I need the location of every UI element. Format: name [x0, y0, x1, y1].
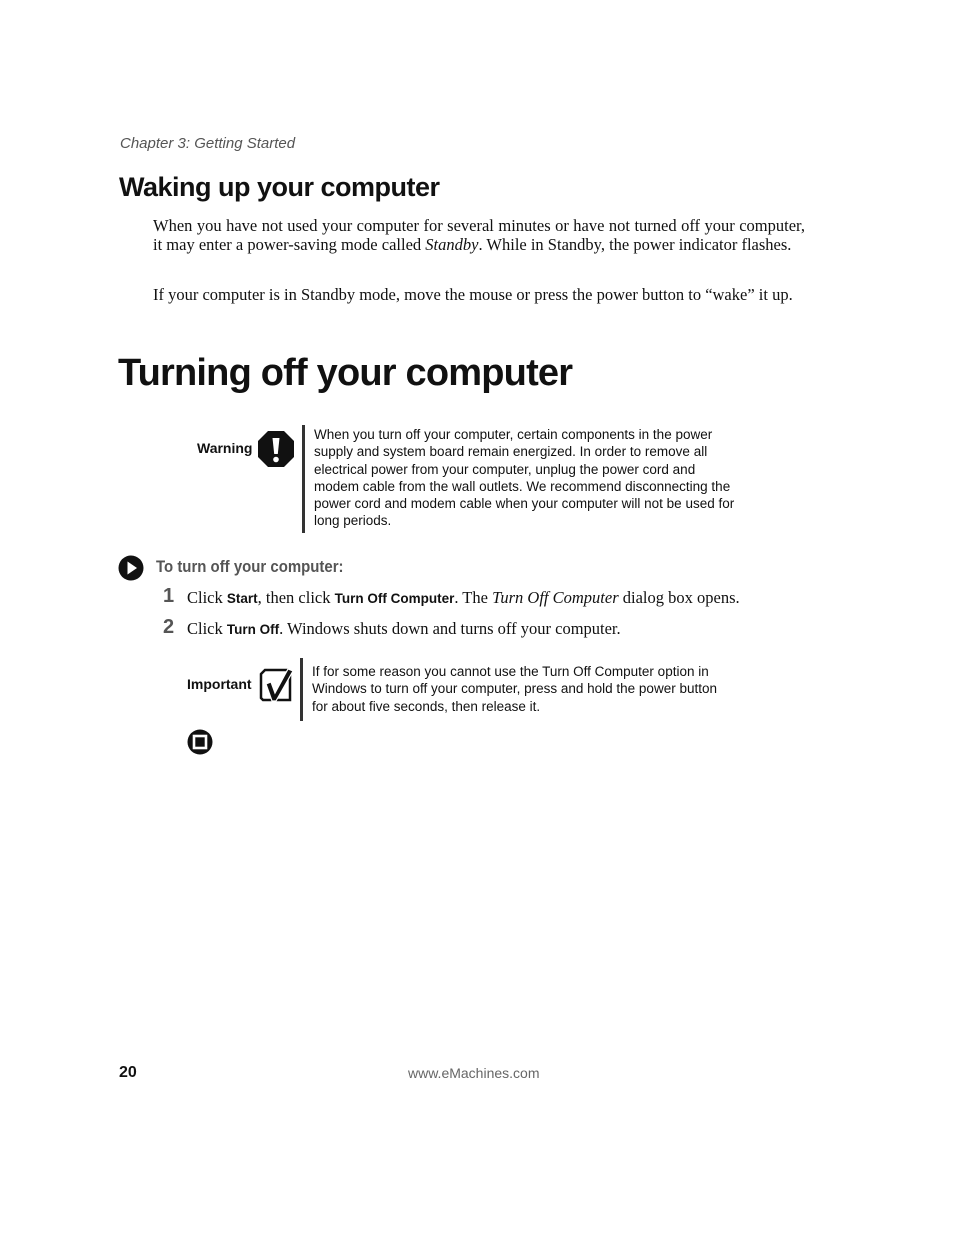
warning-divider — [302, 425, 305, 533]
procedure-title: To turn off your computer: — [156, 557, 344, 576]
stop-square-icon — [187, 729, 213, 755]
important-text: If for some reason you cannot use the Turn Off Computer option in Windows to turn off your computer, press and hold the power button for about five seconds, then release it. — [312, 664, 717, 714]
step-2-text-part: . Windows shuts down and turns off your computer. — [279, 619, 621, 638]
start-ui-label: Start — [226, 591, 258, 606]
waking-paragraph-2: If your computer is in Standby mode, move the mouse or press the power button to “wake” it up. — [153, 285, 793, 304]
arrow-right-circle-icon — [118, 555, 144, 581]
chapter-header: Chapter 3: Getting Started — [120, 135, 296, 152]
step-1-text-part: dialog box opens. — [618, 588, 740, 607]
footer-url: www.eMachines.com — [408, 1065, 540, 1081]
step-1-text-part: , then click — [257, 588, 335, 607]
step-1-text — [187, 588, 740, 608]
important-label: Important — [187, 676, 252, 692]
step-number-2: 2 — [163, 616, 175, 638]
turn-off-computer-ui-label: Turn Off Computer — [334, 591, 455, 606]
warning-octagon-icon — [257, 430, 295, 468]
step-1-text-part: . The — [454, 588, 493, 607]
section-title-waking: Waking up your computer — [119, 172, 440, 202]
page-number: 20 — [119, 1064, 137, 1081]
step-2-text — [187, 619, 621, 639]
warning-text: When you turn off your computer, certain components in the power supply and system board remain energized. In order to remove all electrical power from your computer, unplug the power cord and modem cable from the wall outlets. We recommend disconnecting the power cord and modem cable when your computer will not be used for long periods. — [314, 427, 735, 529]
section-title-turning-off: Turning off your computer — [118, 352, 573, 394]
dialog-name: Turn Off Computer — [492, 588, 619, 607]
waking-paragraph-1 — [153, 216, 805, 254]
step-number-1: 1 — [163, 585, 175, 607]
warning-label: Warning — [197, 440, 253, 456]
waking-p1-text-a: When you have not used your computer for several minutes or have not turned off your computer, it may enter a power-saving mode called — [153, 216, 805, 254]
standby-term: Standby — [425, 235, 479, 254]
step-1-text-part: Click — [187, 588, 227, 607]
important-divider — [300, 658, 303, 721]
waking-p1-text-b: . While in Standby, the power indicator flashes. — [478, 235, 792, 254]
step-2-text-part: Click — [187, 619, 227, 638]
checkmark-icon — [257, 666, 295, 704]
turn-off-ui-label: Turn Off — [226, 622, 280, 637]
